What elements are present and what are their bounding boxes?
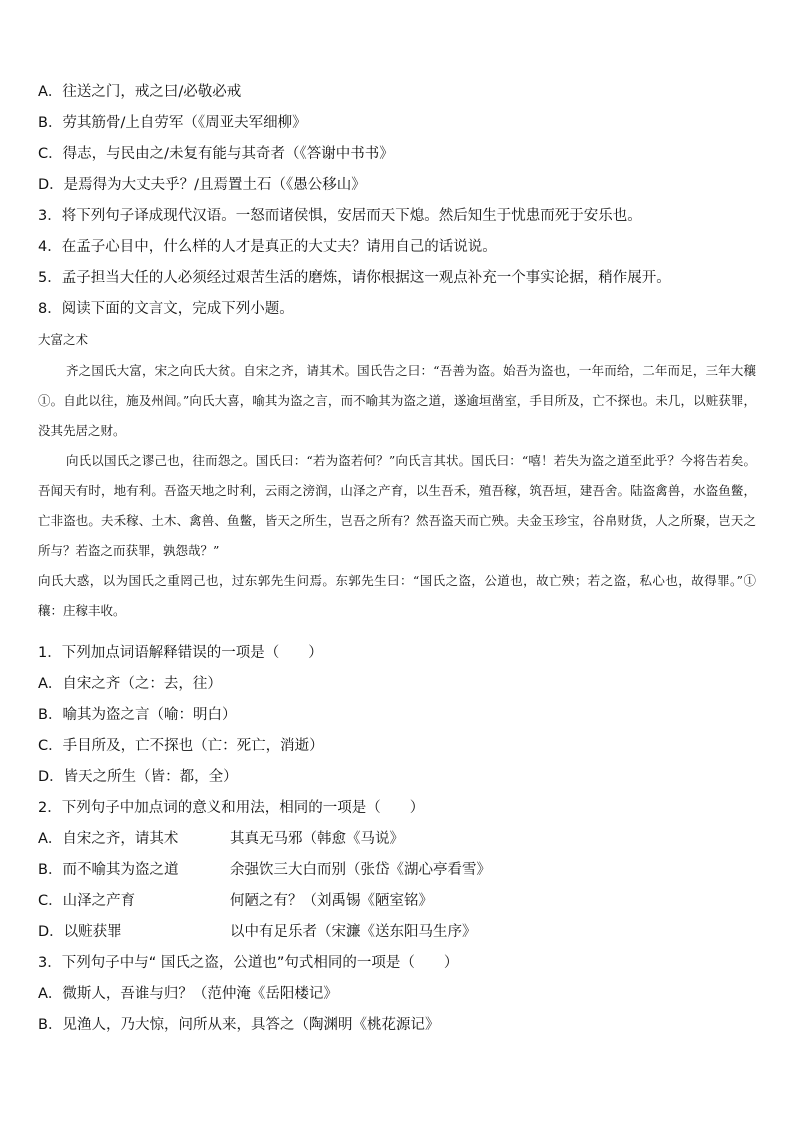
q2-row-b-right: 余强饮三大白而别（张岱《湖心亭看雪》 [230,862,491,878]
question-5: 5．孟子担当大任的人必须经过艰苦生活的磨炼，请你根据这一观点补充一个事实论据，稍作展开。 [38,270,671,286]
passage-body [38,356,756,626]
question-8-instruction: 8．阅读下面的文言文，完成下列小题。 [38,301,294,317]
q2-row-a [38,829,404,849]
q3-option-a: A．微斯人，吾谁与归？（范仲淹《岳阳楼记》 [38,986,338,1002]
q2-row-b-left: B．而不喻其为盗之道 [38,862,179,878]
top-option-c: C．得志，与民由之/未复有能与其奇者（《答谢中书书》 [38,146,394,162]
q2-row-c-right: 何陋之有？（刘禹锡《陋室铭》 [230,893,433,909]
q2-row-c [38,891,433,911]
q2-row-c-left: C．山泽之产育 [38,893,136,909]
q2-row-a-left: A．自宋之齐，请其术 [38,831,179,847]
q2-row-d-left: D．以赃获罪 [38,924,122,940]
q2-stem: 2．下列句子中加点词的意义和用法，相同的一项是（ ） [38,800,425,816]
q2-row-d [38,922,477,942]
q2-row-a-right: 其真无马邪（韩愈《马说》 [230,831,404,847]
q1-option-c: C．手目所及，亡不探也（亡：死亡，消逝） [38,738,324,754]
q1-stem: 1．下列加点词语解释错误的一项是（ ） [38,645,323,661]
passage-paragraph-3: 向氏大惑，以为国氏之重罔己也，过东郭先生问焉。东郭先生曰：“国氏之盗，公道也，故亡殃；若之盗，私心也，故得罪。”①穰：庄稼丰收。 [38,573,756,618]
q1-option-a: A．自宋之齐（之：去，往） [38,676,222,692]
passage-paragraph-2: 向氏以国氏之谬己也，往而怨之。国氏曰：“若为盗若何？”向氏言其状。国氏曰：“嘻！若失为盗之道至此乎？今将告若矣。吾闻天有时，地有利。吾盗天地之时利，云雨之滂润，山泽之产育，以生吾禾，殖吾稼，筑吾垣，建吾舍。陆盗禽兽，水盗鱼鳖，亡非盗也。夫禾稼、土木、禽兽、鱼鳖，皆天之所生，岂吾之所有？然吾盗天而亡殃。夫金玉珍宝，谷帛财货，人之所聚，岂天之所与？若盗之而获罪，孰怨哉？” [38,453,756,558]
passage-paragraph-1: 齐之国氏大富，宋之向氏大贫。自宋之齐，请其术。国氏告之曰：“吾善为盗。始吾为盗也，一年而给，二年而足，三年大穰①。自此以往，施及州闾。”向氏大喜，喻其为盗之言，而不喻其为盗之道，遂逾垣凿室，手目所及，亡不探也。未几，以赃获罪，没其先居之财。 [38,363,756,438]
q1-option-d: D．皆天之所生（皆：都，全） [38,769,238,785]
passage-title: 大富之术 [38,332,89,347]
q2-row-d-right: 以中有足乐者（宋濂《送东阳马生序》 [230,924,477,940]
q3-option-b: B．见渔人，乃大惊，问所从来，具答之（陶渊明《桃花源记》 [38,1017,440,1033]
q2-row-b [38,860,491,880]
top-option-b: B．劳其筋骨/上自劳军（《周亚夫军细柳》 [38,115,307,131]
top-option-d: D．是焉得为大丈夫乎？/且焉置土石（《愚公移山》 [38,177,366,193]
q1-option-b: B．喻其为盗之言（喻：明白） [38,707,237,723]
question-3-translate: 3．将下列句子译成现代汉语。一怒而诸侯惧，安居而天下熄。然后知生于忧患而死于安乐也。 [38,208,642,224]
question-4: 4．在孟子心目中，什么样的人才是真正的大丈夫？请用自己的话说说。 [38,239,497,255]
q3-stem: 3．下列句子中与“ 国氏之盗，公道也”句式相同的一项是（ ） [38,955,459,971]
top-option-a: A．往送之门，戒之曰/必敬必戒 [38,84,242,100]
